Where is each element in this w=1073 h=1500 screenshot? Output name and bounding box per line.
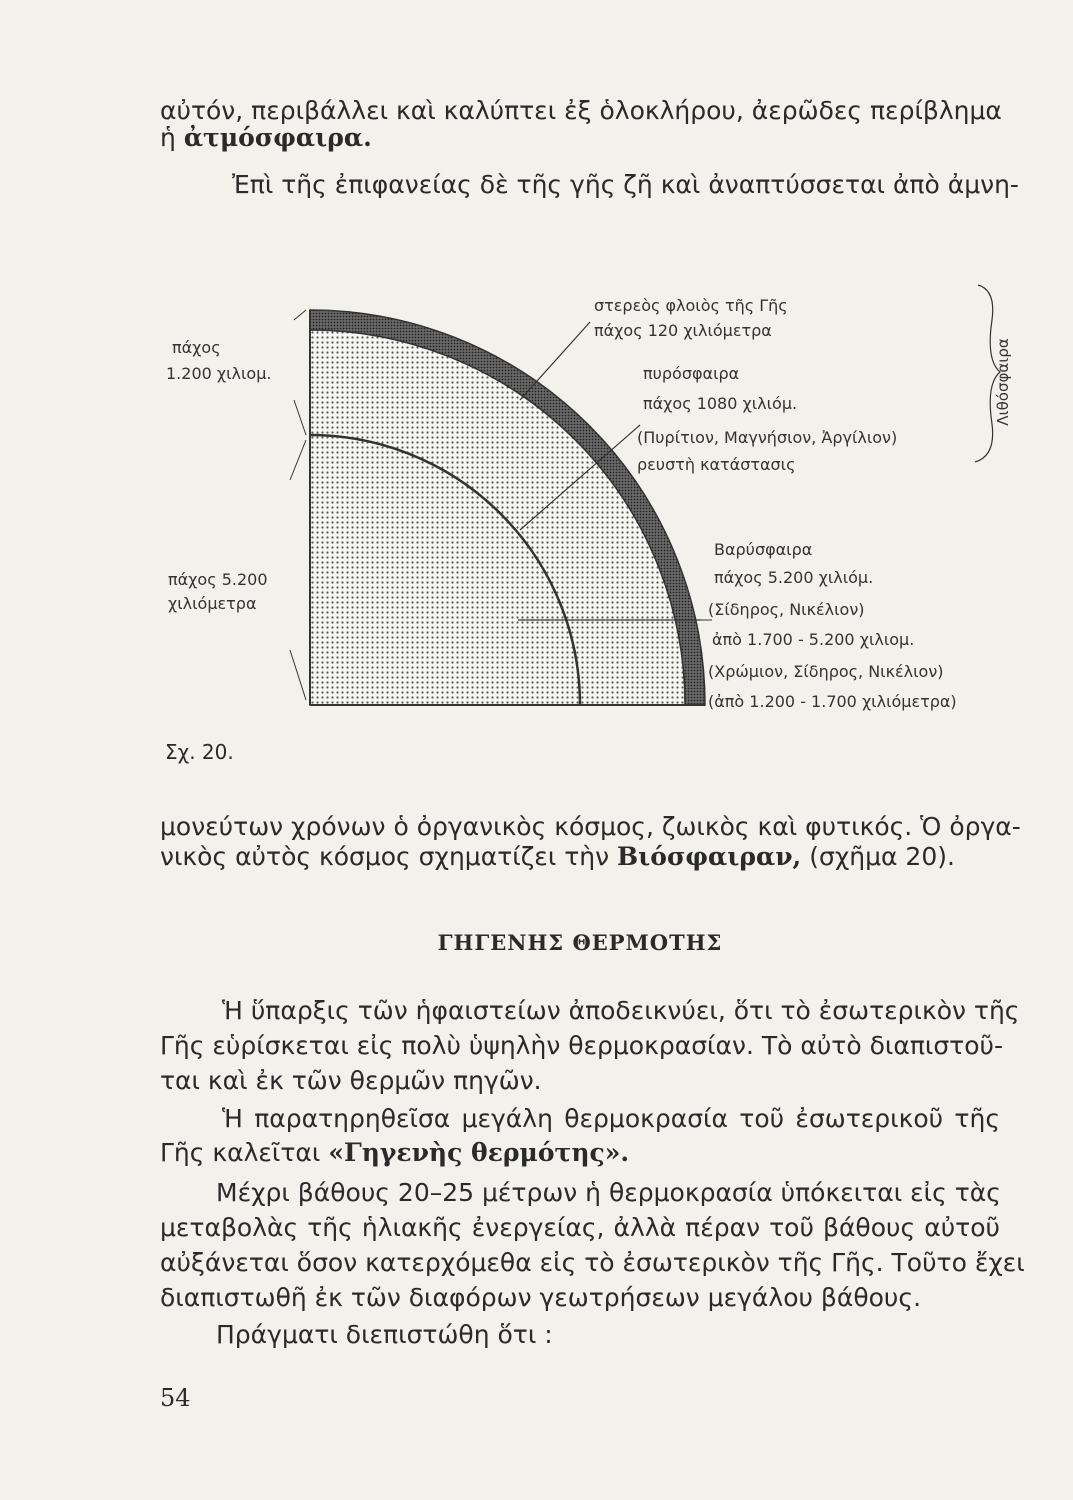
label-pyrosphere-elements: (Πυρίτιον, Μαγνήσιον, Ἀργίλιον) [637, 428, 898, 447]
text-line: Ἐπὶ τῆς ἐπιφανείας δὲ τῆς γῆς ζῆ καὶ ἀναπτύσσεται ἀπὸ ἀμνη- [232, 170, 1019, 199]
text-fragment: (σχῆμα 20). [809, 842, 955, 871]
text-line: μονεύτων χρόνων ὁ ὀργανικὸς κόσμος, ζωικὸς καὶ φυτικός. Ὁ ὀργα- [160, 812, 1021, 841]
label-crust-thickness: πάχος 120 χιλιόμετρα [594, 321, 772, 340]
text-line: Ἡ παρατηρηθεῖσα μεγάλη θερμοκρασία τοῦ ἐσωτερικοῦ τῆς [222, 1104, 1000, 1133]
term-geothermal: «Γηγενὴς θερμότης». [328, 1138, 630, 1167]
label-barysphere-range: ἀπὸ 1.700 - 5.200 χιλιομ. [712, 630, 915, 649]
text-fragment: ἡ [160, 123, 176, 152]
label-thickness-value: 1.200 χιλιομ. [166, 364, 272, 383]
label-thickness: πάχος [172, 338, 221, 357]
text-line: αὐτόν, περιβάλλει καὶ καλύπτει ἐξ ὁλοκλήρου, ἀερῶδες περίβλημα [160, 96, 1002, 125]
term-biosphere: Βιόσφαιραν, [617, 842, 802, 871]
section-heading: ΓΗΓΕΝΗΣ ΘΕΡΜΟΤΗΣ [437, 930, 723, 955]
mantle-and-core [310, 330, 685, 705]
text-line: Ἡ ὕπαρξις τῶν ἡφαιστείων ἀποδεικνύει, ὅτι τὸ ἐσωτερικὸν τῆς [222, 996, 1020, 1025]
label-thickness: πάχος 5.200 [168, 570, 268, 589]
figure-caption: Σχ. 20. [165, 740, 234, 764]
text-line [160, 1138, 1000, 1168]
text-line [160, 842, 1000, 872]
text-fragment: Γῆς καλεῖται [160, 1138, 321, 1167]
label-thickness-unit: χιλιόμετρα [168, 594, 257, 613]
text-fragment: νικὸς αὐτὸς κόσμος σχηματίζει τὴν [160, 842, 610, 871]
label-crust: στερεὸς φλοιὸς τῆς Γῆς [594, 296, 788, 315]
text-line: Μέχρι βάθους 20–25 μέτρων ἡ θερμοκρασία ὑπόκειται εἰς τὰς [216, 1178, 1001, 1207]
label-lithosphere: Λιθόσφαιρα [994, 338, 1012, 426]
text-line: ται καὶ ἐκ τῶν θερμῶν πηγῶν. [160, 1066, 542, 1095]
label-barysphere-elements: (Σίδηρος, Νικέλιον) [708, 600, 865, 619]
text-line: μεταβολὰς τῆς ἡλιακῆς ἐνεργείας, ἀλλὰ πέραν τοῦ βάθους αὐτοῦ [160, 1213, 1000, 1242]
text-line: Πράγματι διεπιστώθη ὅτι : [216, 1320, 553, 1349]
text-line: διαπιστωθῆ ἐκ τῶν διαφόρων γεωτρήσεων μεγάλου βάθους. [160, 1283, 922, 1312]
label-pyrosphere: πυρόσφαιρα [643, 364, 740, 383]
text-line: Γῆς εὑρίσκεται εἰς πολὺ ὑψηλὴν θερμοκρασίαν. Τὸ αὐτὸ διαπιστοῦ- [160, 1031, 1004, 1060]
label-core-range: (ἀπὸ 1.200 - 1.700 χιλιόμετρα) [708, 692, 957, 711]
label-barysphere-thickness: πάχος 5.200 χιλιόμ. [714, 568, 874, 587]
label-core-elements: (Χρώμιον, Σίδηρος, Νικέλιον) [708, 662, 944, 681]
label-barysphere: Βαρύσφαιρα [714, 540, 813, 559]
page-number: 54 [160, 1384, 191, 1412]
label-pyrosphere-state: ρευστὴ κατάστασις [637, 455, 796, 474]
label-pyrosphere-thickness: πάχος 1080 χιλιόμ. [643, 394, 798, 413]
term-atmosphere: ἀτμόσφαιρα. [183, 123, 372, 152]
text-line: αὐξάνεται ὅσον κατερχόμεθα εἰς τὸ ἐσωτερικὸν τῆς Γῆς. Τοῦτο ἔχει [160, 1248, 1025, 1277]
